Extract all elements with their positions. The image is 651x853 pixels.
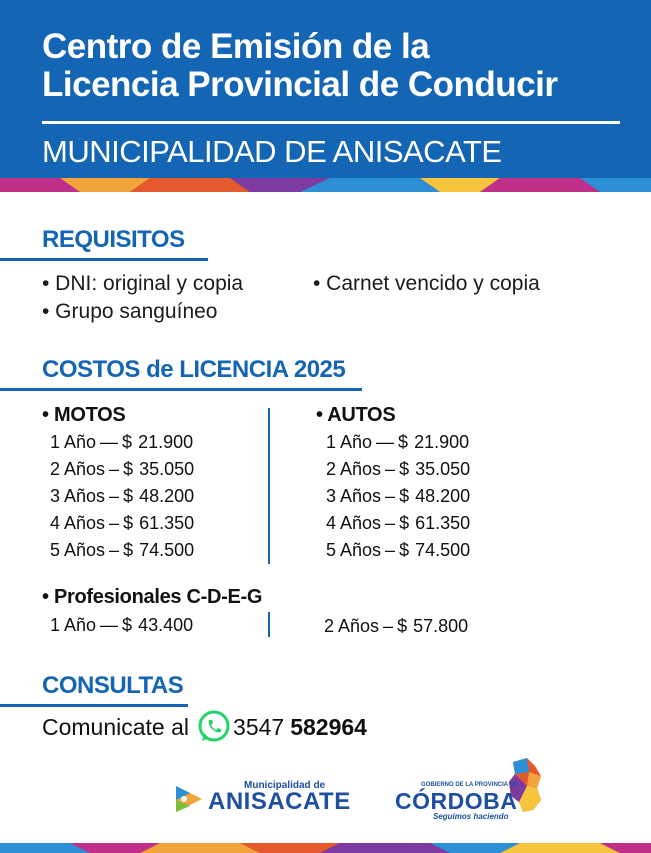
row-year: 4 Años [326, 513, 382, 533]
profesionales-text: Profesionales C-D-E-G [53, 586, 263, 608]
row-price: 43.400 [138, 615, 194, 635]
phone-number[interactable]: 582964 [290, 713, 367, 740]
row-currency: $ [399, 540, 410, 560]
price-row [50, 513, 194, 534]
row-currency: $ [123, 486, 134, 506]
phone-area-code[interactable]: 3547 [233, 713, 285, 740]
contact-text: Comunicate al [42, 713, 190, 740]
price-row [50, 540, 194, 561]
requisito-dni: • DNI: original y copia [42, 272, 244, 295]
bullet: • [42, 404, 54, 426]
price-row [326, 486, 470, 507]
autos-label [316, 404, 395, 427]
row-currency: $ [122, 615, 133, 635]
requisitos-underline [0, 258, 208, 261]
title-divider [42, 121, 620, 124]
bullet: • [42, 586, 54, 608]
row-year: 5 Años [326, 540, 382, 560]
row-dash: — [376, 432, 395, 452]
row-dash: – [109, 540, 120, 560]
row-price: 48.200 [139, 486, 195, 506]
row-dash: – [385, 540, 396, 560]
row-dash: – [383, 616, 394, 636]
row-year: 2 Años [326, 459, 382, 479]
costos-heading: COSTOS de LICENCIA 2025 [42, 356, 346, 383]
requisito-grupo: • Grupo sanguíneo [42, 300, 218, 323]
requisito-carnet: • Carnet vencido y copia [313, 272, 540, 295]
row-year: 4 Años [50, 513, 106, 533]
row-price: 35.050 [415, 459, 471, 479]
motos-label [42, 404, 125, 427]
whatsapp-icon[interactable] [197, 710, 231, 744]
row-price: 61.350 [139, 513, 195, 533]
decorative-stripes-top [0, 178, 651, 192]
requisitos-heading: REQUISITOS [42, 226, 185, 253]
row-currency: $ [123, 540, 134, 560]
anisacate-logo [174, 780, 351, 816]
consultas-underline [0, 704, 188, 707]
row-dash: – [109, 513, 120, 533]
row-currency: $ [399, 459, 410, 479]
header-banner [0, 0, 651, 178]
row-price: 57.800 [413, 616, 469, 636]
contact-line [42, 710, 367, 744]
row-year: 2 Años [324, 616, 380, 636]
price-row [326, 540, 470, 561]
row-dash: – [109, 486, 120, 506]
row-currency: $ [123, 459, 134, 479]
row-dash: – [385, 459, 396, 479]
row-currency: $ [122, 432, 133, 452]
row-currency: $ [399, 513, 410, 533]
anisacate-small-text: Municipalidad de [244, 780, 326, 791]
anisacate-big-text: ANISACATE [208, 788, 351, 815]
row-year: 3 Años [50, 486, 106, 506]
cordoba-name-text: CÓRDOBA [395, 788, 518, 814]
row-year: 2 Años [50, 459, 106, 479]
price-row [50, 615, 193, 636]
row-price: 21.900 [138, 432, 194, 452]
price-row [50, 459, 194, 480]
row-price: 48.200 [415, 486, 471, 506]
price-row [324, 616, 468, 637]
price-row [50, 432, 193, 453]
row-price: 74.500 [415, 540, 471, 560]
row-price: 35.050 [139, 459, 195, 479]
consultas-heading: CONSULTAS [42, 672, 184, 699]
page-title [42, 28, 642, 104]
decorative-stripes-bottom [0, 843, 651, 853]
price-row [326, 513, 470, 534]
row-currency: $ [123, 513, 134, 533]
row-year: 1 Año [50, 432, 97, 452]
cordoba-gob-text: GOBIERNO DE LA PROVINCIA DE [421, 782, 518, 788]
row-currency: $ [398, 432, 409, 452]
cordoba-logo [395, 758, 545, 824]
row-dash: — [100, 615, 119, 635]
row-year: 1 Año [326, 432, 373, 452]
motos-text: MOTOS [53, 404, 126, 426]
price-row [326, 459, 470, 480]
autos-text: AUTOS [327, 404, 396, 426]
row-year: 3 Años [326, 486, 382, 506]
row-year: 1 Año [50, 615, 97, 635]
row-dash: — [100, 432, 119, 452]
title-line-2: Licencia Provincial de Conducir [42, 65, 558, 104]
row-price: 74.500 [139, 540, 195, 560]
cordoba-tag-text: Seguimos haciendo [433, 812, 509, 821]
title-line-1: Centro de Emisión de la [42, 27, 430, 66]
profesionales-label [42, 586, 262, 609]
row-year: 5 Años [50, 540, 106, 560]
bullet: • [316, 404, 328, 426]
row-currency: $ [397, 616, 408, 636]
row-price: 61.350 [415, 513, 471, 533]
row-dash: – [385, 486, 396, 506]
row-dash: – [109, 459, 120, 479]
anisacate-emblem-icon [174, 784, 204, 814]
row-currency: $ [399, 486, 410, 506]
price-row [326, 432, 469, 453]
price-row [50, 486, 194, 507]
column-divider [268, 612, 270, 637]
row-price: 21.900 [414, 432, 470, 452]
page-subtitle: MUNICIPALIDAD DE ANISACATE [42, 134, 502, 169]
costos-underline [0, 388, 362, 391]
row-dash: – [385, 513, 396, 533]
column-divider [268, 408, 270, 564]
